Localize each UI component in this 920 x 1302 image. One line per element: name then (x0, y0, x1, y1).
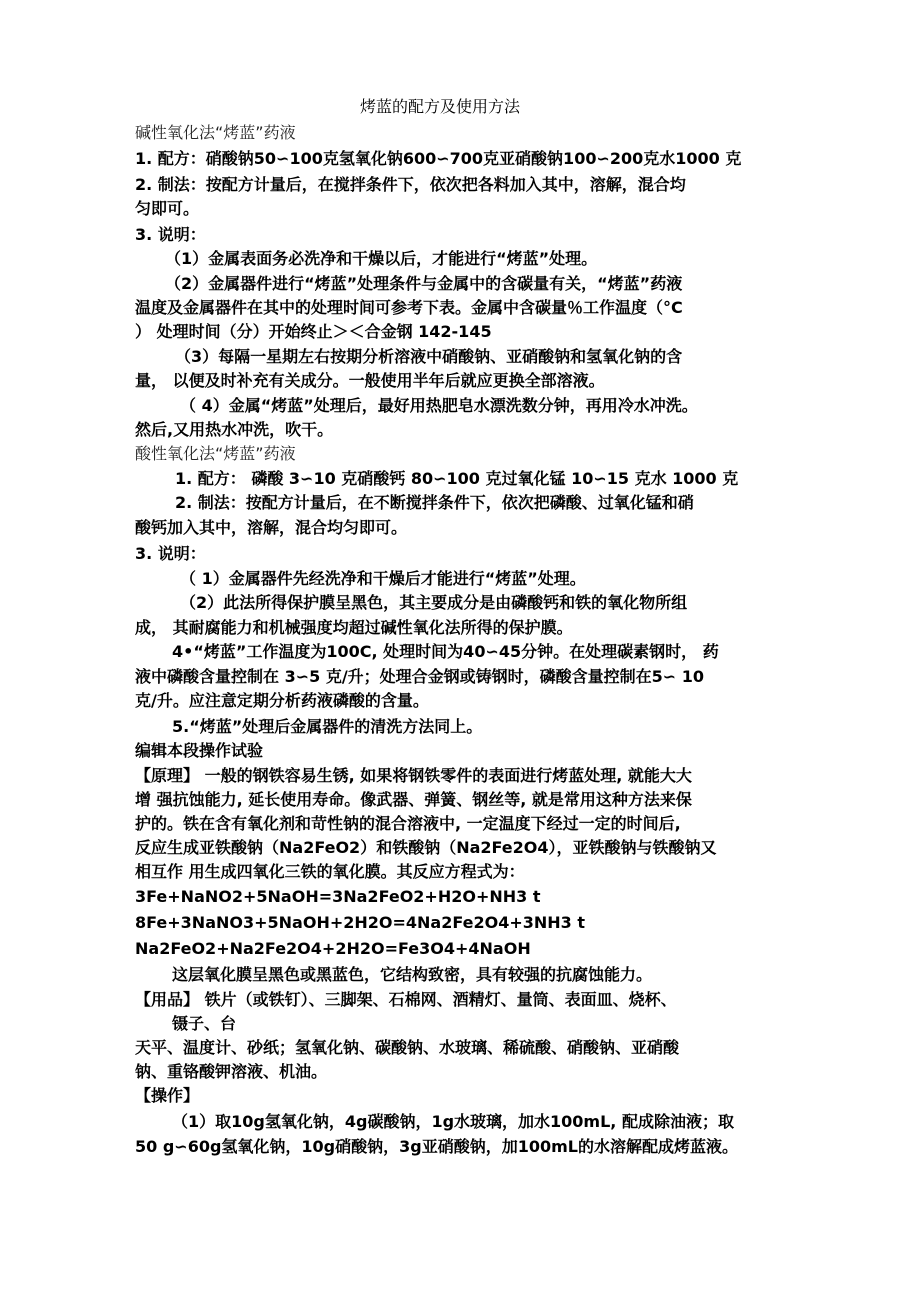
equation-line: Na2FeO2+Na2Fe2O4+2H2O=Fe3O4+4NaOH (135, 939, 531, 958)
text-line: 匀即可。 (135, 199, 200, 218)
text-line: 1. 配方： 磷酸 3∽10 克硝酸钙 80∽100 克过氧化锰 10∽15 克水 1000 克 (175, 469, 739, 488)
section-heading-acidic: 酸性氧化法“烤蓝”药液 (135, 444, 296, 463)
text-line: 3. 说明： (135, 544, 206, 563)
text-line: 5.“烤蓝”处理后金属器件的清洗方法同上。 (172, 717, 483, 736)
text-line: 1. 配方：硝酸钠50∽100克氢氧化钠600∽700克亚硝酸钠100∽200克水1000 克 (135, 149, 742, 168)
text-line: 镊子、台 (172, 1014, 237, 1033)
text-line: （ 1）金属器件先经洗净和干燥后才能进行“烤蓝”处理。 (180, 569, 586, 588)
equation-line: 8Fe+3NaNO3+5NaOH+2H2O=4Na2Fe2O4+3NH3 t (135, 913, 586, 932)
text-line: 克/升。应注意定期分析药液磷酸的含量。 (135, 691, 429, 710)
text-line: （2）金属器件进行“烤蓝”处理条件与金属中的含碳量有关，“烤蓝”药液 (165, 274, 683, 293)
text-line: 2. 制法：按配方计量后，在搅拌条件下，依次把各料加入其中，溶解，混合均 (135, 175, 686, 194)
text-line: 然后,又用热水冲洗，吹干。 (135, 420, 334, 439)
text-line: 【原理】 一般的钢铁容易生锈, 如果将钢铁零件的表面进行烤蓝处理, 就能大大 (135, 766, 692, 785)
section-heading-alkaline: 碱性氧化法“烤蓝”药液 (135, 123, 296, 142)
text-line: （1）取10g氢氧化钠，4g碳酸钠，1g水玻璃，加水100mL, 配成除油液；取 (172, 1112, 734, 1131)
text-line: 增 强抗蚀能力, 延长使用寿命。像武器、弹簧、钢丝等, 就是常用这种方法来保 (135, 790, 692, 809)
text-line: 这层氧化膜呈黑色或黑蓝色，它结构致密，具有较强的抗腐蚀能力。 (172, 965, 653, 984)
text-line: 【操作】 (135, 1086, 200, 1105)
text-line: 液中磷酸含量控制在 3∽5 克/升；处理合金钢或铸钢时，磷酸含量控制在5∽ 10 (135, 667, 705, 686)
text-line: 【用品】 铁片（或铁钉）、三脚架、石棉网、酒精灯、量筒、表面皿、烧杯、 (135, 990, 677, 1009)
text-line: 钠、重铬酸钾溶液、机油。 (135, 1062, 328, 1081)
text-line: （2）此法所得保护膜呈黑色，其主要成分是由磷酸钙和铁的氧化物所组 (180, 593, 688, 612)
text-line: 4•“烤蓝”工作温度为100C, 处理时间为40∽45分钟。在处理碳素钢时， 药 (172, 642, 719, 661)
text-line: 酸钙加入其中，溶解，混合均匀即可。 (135, 518, 408, 537)
text-line: （3）每隔一星期左右按期分析溶液中硝酸钠、亚硝酸钠和氢氧化钠的含 (175, 347, 683, 366)
text-line: ） 处理时间（分）开始终止＞＜合金钢 142-145 (135, 322, 492, 341)
text-line: 3. 说明： (135, 225, 206, 244)
text-line: 2. 制法：按配方计量后，在不断搅拌条件下，依次把磷酸、过氧化锰和硝 (175, 493, 694, 512)
section-heading-experiment: 编辑本段操作试验 (135, 741, 264, 760)
text-line: 50 g∽60g氢氧化钠，10g硝酸钠，3g亚硝酸钠，加100mL的水溶解配成烤蓝液。 (135, 1137, 738, 1156)
text-line: 成， 其耐腐能力和机械强度均超过碱性氧化法所得的保护膜。 (135, 618, 573, 637)
text-line: 相互作 用生成四氧化三铁的氧化膜。其反应方程式为： (135, 862, 525, 881)
equation-line: 3Fe+NaNO2+5NaOH=3Na2FeO2+H2O+NH3 t (135, 887, 541, 906)
text-line: 护的。铁在含有氧化剂和苛性钠的混合溶液中, 一定温度下经过一定的时间后, (135, 814, 681, 833)
text-line: （1）金属表面务必洗净和干燥以后，才能进行“烤蓝”处理。 (165, 249, 598, 268)
text-line: 温度及金属器件在其中的处理时间可参考下表。金属中含碳量％工作温度（°C (135, 298, 683, 317)
text-line: 天平、温度计、砂纸；氢氧化钠、碳酸钠、水玻璃、稀硫酸、硝酸钠、亚硝酸 (135, 1038, 680, 1057)
document-title: 烤蓝的配方及使用方法 (360, 97, 521, 116)
text-line: 量， 以便及时补充有关成分。一般使用半年后就应更换全部溶液。 (135, 371, 605, 390)
text-line: （ 4）金属“烤蓝”处理后，最好用热肥皂水漂洗数分钟，再用冷水冲洗。 (180, 396, 698, 415)
text-line: 反应生成亚铁酸钠（Na2FeO2）和铁酸钠（Na2Fe2O4），亚铁酸钠与铁酸钠又 (135, 838, 717, 857)
